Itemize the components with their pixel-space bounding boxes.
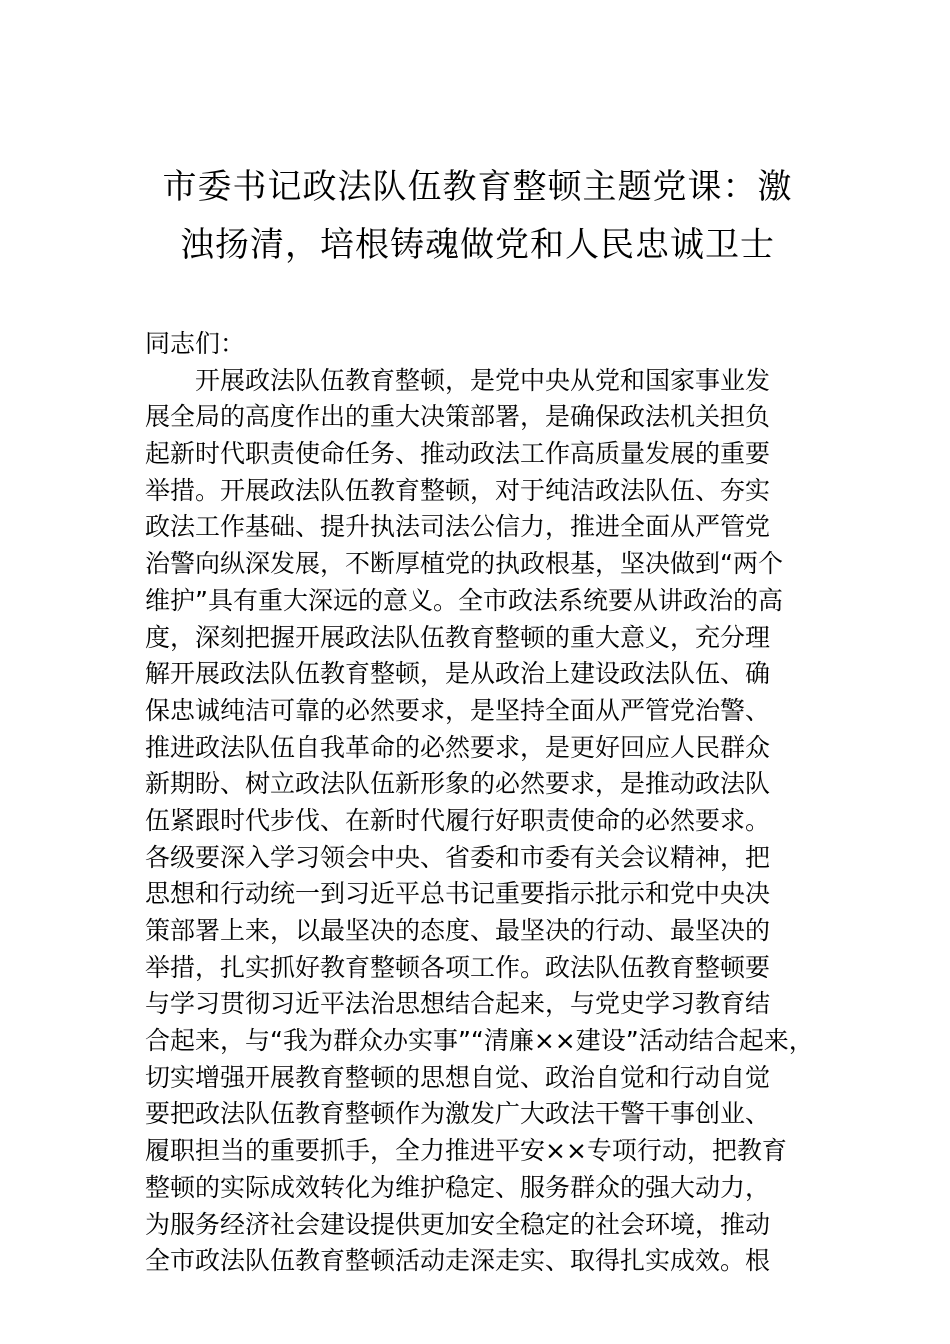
- body-line: 为服务经济社会建设提供更加安全稳定的社会环境，推动: [145, 1209, 771, 1239]
- body-line: 治警向纵深发展，不断厚植党的执政根基，坚决做到“两个: [145, 549, 783, 579]
- body-line: 新期盼、树立政法队伍新形象的必然要求，是推动政法队: [145, 769, 771, 799]
- document-title: [150, 158, 805, 274]
- body-line: 维护”具有重大深远的意义。全市政法系统要从讲政治的高: [145, 585, 783, 615]
- body-line: 各级要深入学习领会中央、省委和市委有关会议精神，把: [145, 842, 771, 872]
- body-line: 推进政法队伍自我革命的必然要求，是更好回应人民群众: [145, 732, 771, 762]
- title-line-2: 浊扬清，培根铸魂做党和人民忠诚卫士: [180, 225, 775, 265]
- body-line: 保忠诚纯洁可靠的必然要求，是坚持全面从严管党治警、: [145, 695, 771, 725]
- body-line: 履职担当的重要抓手，全力推进平安××专项行动，把教育: [145, 1136, 787, 1166]
- body-line: 举措。开展政法队伍教育整顿，对于纯洁政法队伍、夯实: [145, 475, 771, 505]
- body-line: 整顿的实际成效转化为维护稳定、服务群众的强大动力，: [145, 1172, 771, 1202]
- body-line: 开展政法队伍教育整顿，是党中央从党和国家事业发: [195, 365, 771, 395]
- body-line: 策部署上来，以最坚决的态度、最坚决的行动、最坚决的: [145, 916, 771, 945]
- body-line: 起新时代职责使命任务、推动政法工作高质量发展的重要: [145, 439, 771, 469]
- body-line: 与学习贯彻习近平法治思想结合起来，与党史学习教育结: [145, 989, 771, 1019]
- body-line: 政法工作基础、提升执法司法公信力，推进全面从严管党: [145, 512, 771, 542]
- body-line: 思想和行动统一到习近平总书记重要指示批示和党中央决: [145, 879, 771, 909]
- body-line: 展全局的高度作出的重大决策部署，是确保政法机关担负: [145, 402, 771, 432]
- body-line: 伍紧跟时代步伐、在新时代履行好职责使命的必然要求。: [145, 805, 771, 835]
- document-body: [145, 326, 814, 1280]
- body-line: 解开展政法队伍教育整顿，是从政治上建设政法队伍、确: [145, 659, 771, 689]
- greeting: 同志们：: [145, 329, 246, 358]
- title-line-1: 市委书记政法队伍教育整顿主题党课：激: [162, 167, 793, 207]
- body-line: 举措，扎实抓好教育整顿各项工作。政法队伍教育整顿要: [145, 952, 771, 982]
- body-line: 全市政法队伍教育整顿活动走深走实、取得扎实成效。根: [145, 1246, 771, 1276]
- body-line: 切实增强开展教育整顿的思想自觉、政治自觉和行动自觉: [145, 1062, 771, 1092]
- body-line: 合起来，与“我为群众办实事”“清廉××建设”活动结合起来，: [145, 1026, 814, 1056]
- body-line: 度，深刻把握开展政法队伍教育整顿的重大意义，充分理: [145, 622, 771, 652]
- body-line: 要把政法队伍教育整顿作为激发广大政法干警干事创业、: [145, 1099, 771, 1129]
